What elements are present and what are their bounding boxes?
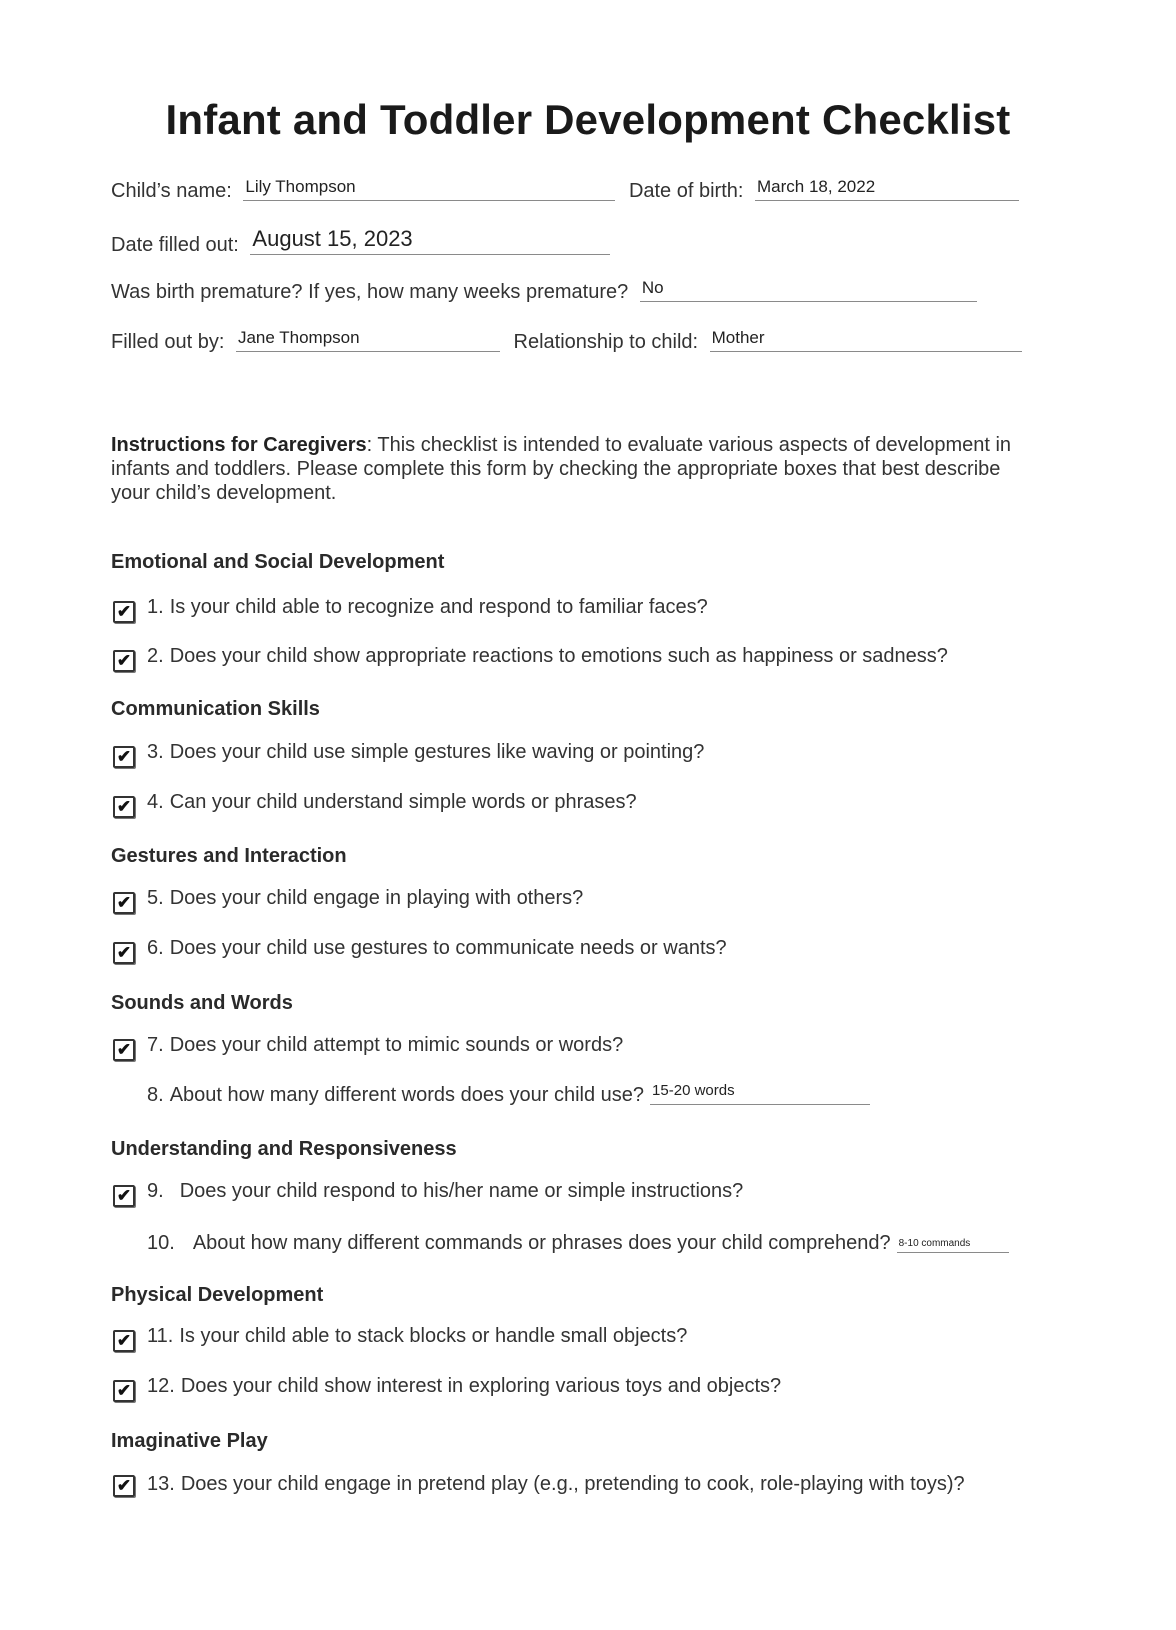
item-text: Does your child show interest in exploring various toys and objects? [180,1375,782,1397]
checklist-item: ✔ 9. Does your child respond to his/her name or simple instructions? [113,1180,743,1203]
child-name-label: Child’s name: [111,180,232,202]
date-filled-row [111,226,610,257]
checkbox-checked[interactable] [113,1380,135,1402]
checkmark-icon: ✔ [116,650,132,670]
item-text: Can your child understand simple words or phrases? [169,791,637,813]
item-text: Is your child able to recognize and respond to familiar faces? [169,596,708,618]
checkbox-checked[interactable] [113,892,135,914]
item-text: Does your child use simple gestures like waving or pointing? [169,741,705,763]
item-text: Is your child able to stack blocks or handle small objects? [179,1325,688,1347]
checkbox-checked[interactable] [113,601,135,623]
checklist-item-with-answer: 8. About how many different words does your child use? 15-20 words [113,1084,870,1107]
checklist-item: ✔ 3. Does your child use simple gestures like waving or pointing? [113,741,704,764]
checkbox-checked[interactable] [113,650,135,672]
checkbox-checked[interactable] [113,746,135,768]
item-text: Does your child show appropriate reactions to emotions such as happiness or sadness? [169,645,948,667]
item-text: About how many different commands or phrases does your child comprehend? [192,1232,891,1254]
word-count-answer-field[interactable]: 15-20 words [650,1082,870,1105]
checkmark-icon: ✔ [116,892,132,912]
checkmark-icon: ✔ [116,746,132,766]
relationship-field[interactable]: Mother [710,329,1022,352]
item-text: Does your child attempt to mimic sounds or words? [169,1034,624,1056]
instructions-text: : This checklist is intended to evaluate various aspects of development in infants and toddlers. Please complete this form by checking the appropriate boxes that best describe your child’s development. [111,434,1012,504]
checkmark-icon: ✔ [116,796,132,816]
filled-by-label: Filled out by: [111,331,225,353]
command-count-answer-field[interactable]: 8-10 commands [897,1238,1009,1253]
relationship-label: Relationship to child: [513,331,699,353]
checkbox-checked[interactable] [113,1475,135,1497]
section-title-gestures-interaction: Gestures and Interaction [111,845,347,867]
instructions-paragraph [111,433,1041,505]
checklist-item: ✔ 2. Does your child show appropriate reactions to emotions such as happiness or sadness? [113,645,948,668]
section-title-imaginative-play: Imaginative Play [111,1430,268,1452]
item-text: Does your child engage in pretend play (e.g., pretending to cook, role-playing with toys)? [180,1473,965,1495]
checklist-item: ✔ 13. Does your child engage in pretend play (e.g., pretending to cook, role-playing with toys)? [113,1472,1027,1496]
checkmark-icon: ✔ [116,1380,132,1400]
checkmark-icon: ✔ [116,601,132,621]
checklist-item: ✔ 11. Is your child able to stack blocks or handle small objects? [113,1325,687,1348]
checkmark-icon: ✔ [116,942,132,962]
checkbox-checked[interactable] [113,1185,135,1207]
section-title-communication: Communication Skills [111,698,320,720]
section-title-physical: Physical Development [111,1284,324,1306]
item-text: Does your child engage in playing with others? [169,887,584,909]
page-title: Infant and Toddler Development Checklist [165,96,1011,143]
checkmark-icon: ✔ [116,1185,132,1205]
instructions-heading: Instructions for Caregivers [111,434,367,456]
section-title-sounds-words: Sounds and Words [111,992,293,1014]
premature-row [111,278,977,304]
filled-by-field[interactable]: Jane Thompson [236,329,500,352]
date-filled-label: Date filled out: [111,234,239,256]
dob-field[interactable]: March 18, 2022 [755,178,1019,201]
checklist-item: ✔ 5. Does your child engage in playing with others? [113,887,583,910]
child-name-field[interactable]: Lily Thompson [243,178,615,201]
section-title-emotional-social: Emotional and Social Development [111,551,445,573]
checkbox-checked[interactable] [113,1039,135,1061]
checkbox-checked[interactable] [113,796,135,818]
filled-by-row [111,328,1022,354]
checkmark-icon: ✔ [116,1039,132,1059]
checkbox-checked[interactable] [113,942,135,964]
section-title-understanding: Understanding and Responsiveness [111,1138,457,1160]
dob-label: Date of birth: [628,180,744,202]
premature-label: Was birth premature? If yes, how many weeks premature? [111,281,629,303]
child-info-row [111,177,1019,203]
checklist-item: ✔ 4. Can your child understand simple words or phrases? [113,791,637,814]
checklist-item-with-answer: 10. About how many different commands or phrases does your child comprehend? 8-10 commands [113,1232,1009,1255]
checklist-item: ✔ 1. Is your child able to recognize and respond to familiar faces? [113,596,708,619]
item-text: Does your child respond to his/her name or simple instructions? [179,1180,744,1202]
premature-field[interactable]: No [640,279,977,302]
item-text: About how many different words does your child use? [169,1084,645,1106]
checklist-item: ✔ 12. Does your child show interest in exploring various toys and objects? [113,1375,781,1398]
checkmark-icon: ✔ [116,1476,132,1495]
date-filled-field[interactable]: August 15, 2023 [250,228,610,255]
checklist-item: ✔ 7. Does your child attempt to mimic sounds or words? [113,1034,623,1057]
checklist-item: ✔ 6. Does your child use gestures to communicate needs or wants? [113,937,727,960]
checkmark-icon: ✔ [116,1330,132,1350]
checkbox-checked[interactable] [113,1330,135,1352]
item-text: Does your child use gestures to communicate needs or wants? [169,937,727,959]
